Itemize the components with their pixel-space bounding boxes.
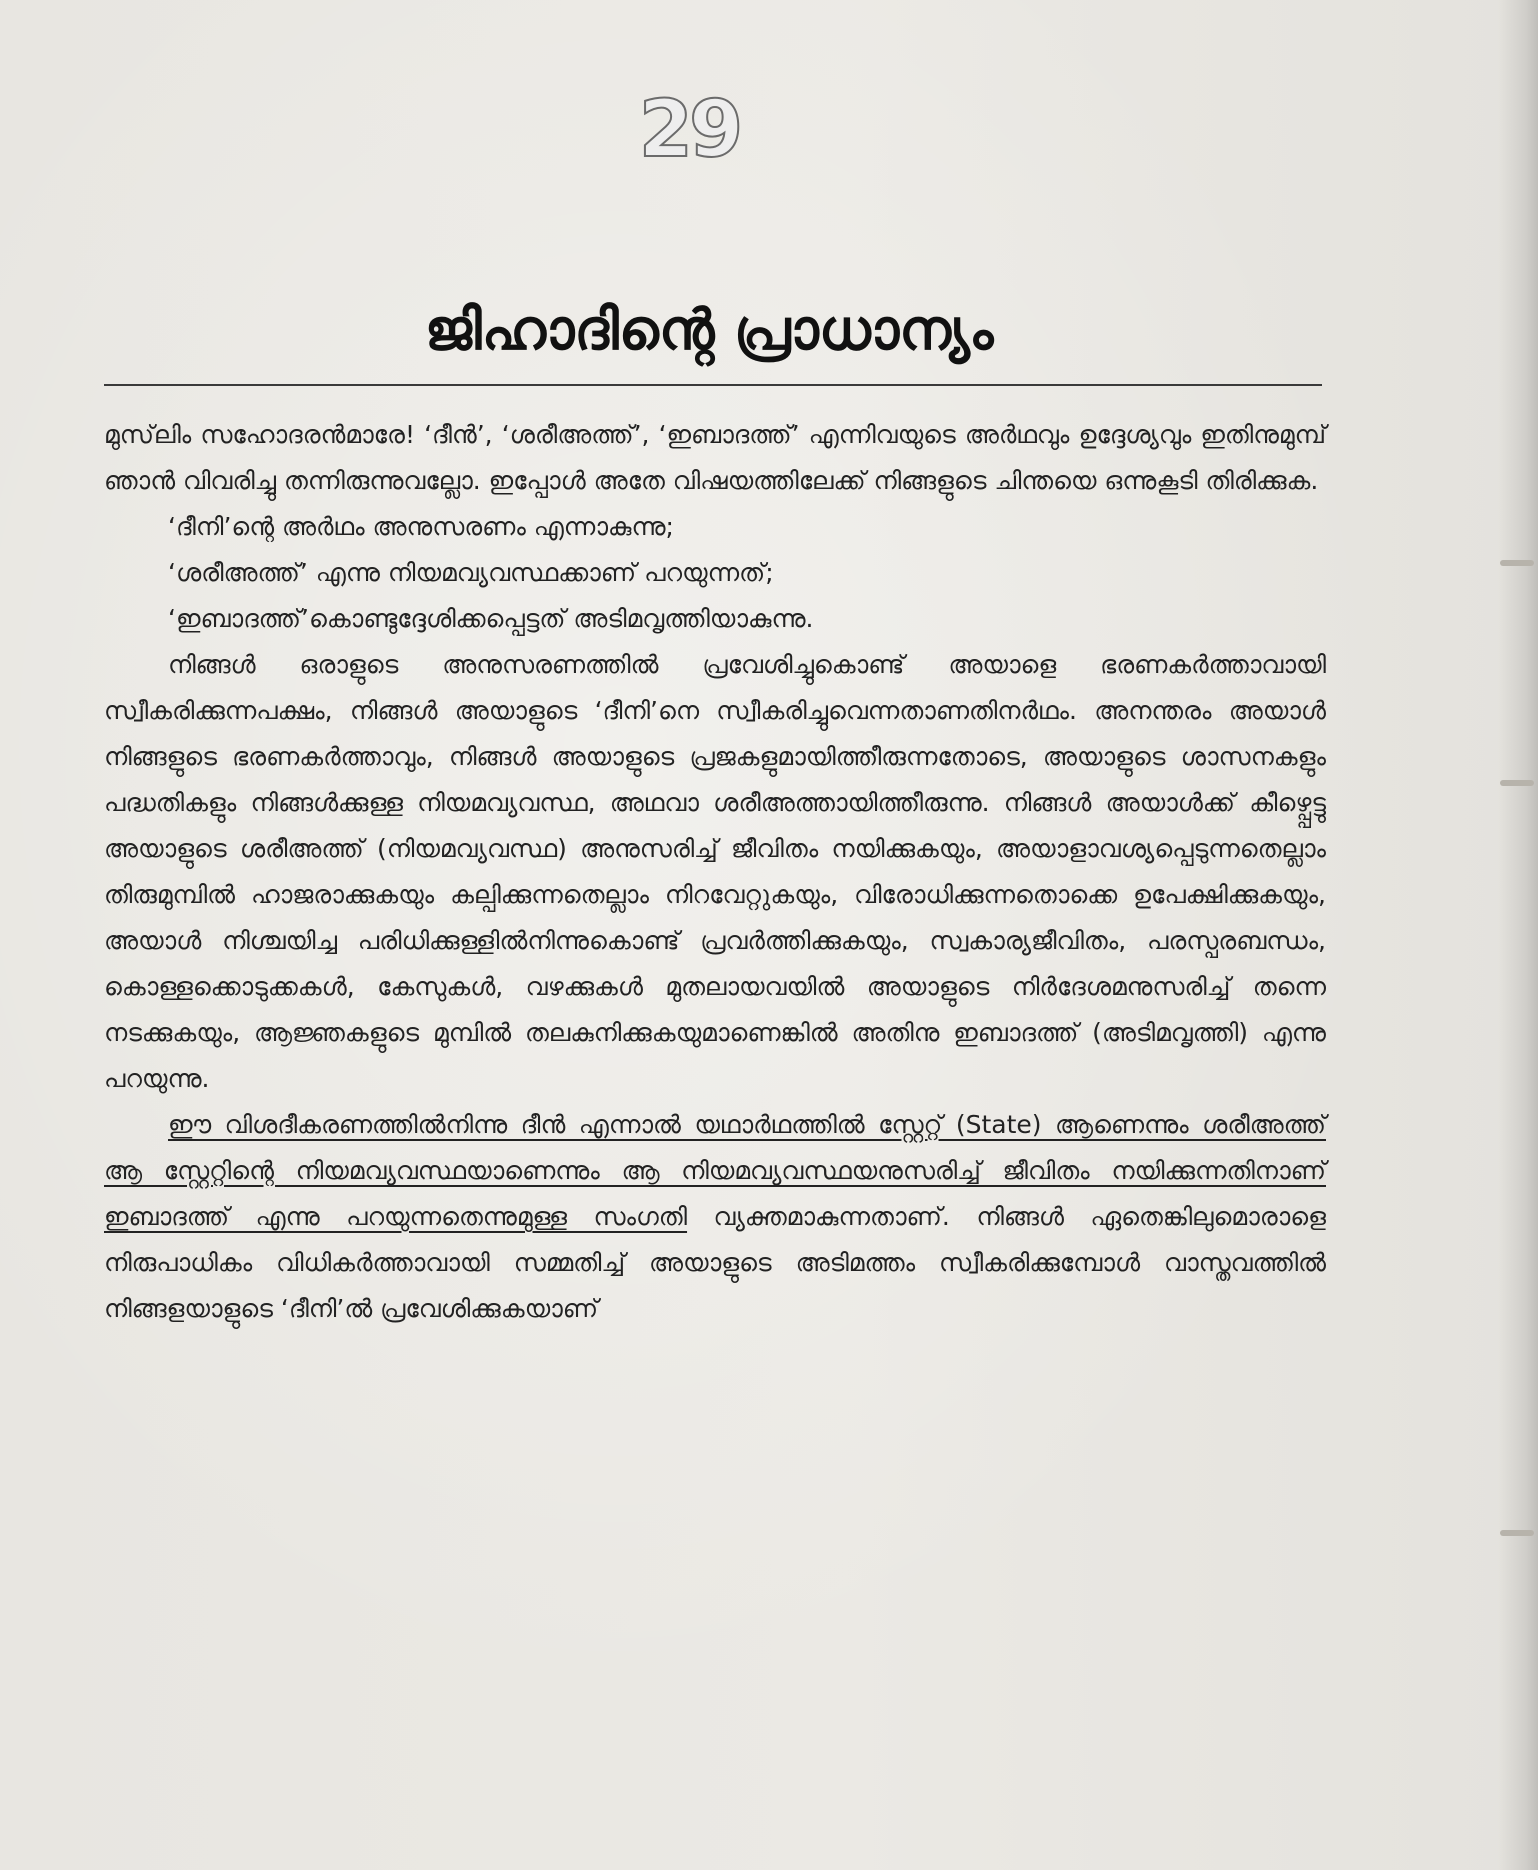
underlined-passage: ഈ വിശദീകരണത്തിൽനിന്നു ദീൻ എന്നാൽ യഥാർഥത്തിൽ സ്റ്റേറ്റ് (State) ആണെന്നും ശരീഅത്ത് ആ സ്റ്റേറ്റിന്റെ നിയമവ്യവസ്ഥയാണെന്നും ആ നിയമവ്യവസ്ഥയനുസരിച്ച് ജീവിതം നയിക്കുന്നതിനാണ് ഇബാദത്ത് എന്നു പറയുന്നതെന്നുമുള്ള സംഗതി [104, 1110, 1326, 1231]
definition-deen: ‘ദീനി’ന്റെ അർഥം അനുസരണം എന്നാകുന്നു; [168, 512, 674, 541]
definition-ibadah: ‘ഇബാദത്ത്’കൊണ്ടുദ്ദേശിക്കപ്പെട്ടത് അടിമവൃത്തിയാകുന്നു. [168, 604, 814, 633]
paragraph-conclusion-rest: വ്യക്തമാകുന്നതാണ്. നിങ്ങൾ ഏതെങ്കിലുമൊരാളെ നിരുപാധികം വിധികർത്താവായി സമ്മതിച്ച് അയാളുടെ അടിമത്തം സ്വീകരിക്കുമ്പോൾ വാസ്തവത്തിൽ നിങ്ങളയാളുടെ ‘ദീനി’ൽ പ്രവേശിക്കുകയാണ് [104, 1202, 1326, 1323]
chapter-title: ജിഹാദിന്റെ പ്രാധാന്യം [424, 298, 994, 363]
page-number: 29 [638, 85, 740, 175]
definition-shariah: ‘ശരീഅത്ത്’ എന്നു നിയമവ്യവസ്ഥക്കാണ് പറയുന്നത്; [168, 558, 774, 587]
body-text [104, 412, 1326, 1332]
binding-thread-mark [1500, 780, 1534, 786]
paragraph-explanation: നിങ്ങൾ ഒരാളുടെ അനുസരണത്തിൽ പ്രവേശിച്ചുകൊണ്ട് അയാളെ ഭരണകർത്താവായി സ്വീകരിക്കുന്നപക്ഷം, നിങ്ങൾ അയാളുടെ ‘ദീനി’നെ സ്വീകരിച്ചുവെന്നതാണതിനർഥം. അനന്തരം അയാൾ നിങ്ങളുടെ ഭരണകർത്താവും, നിങ്ങൾ അയാളുടെ പ്രജകളുമായിത്തീരുന്നതോടെ, അയാളുടെ ശാസനകളും പദ്ധതികളും നിങ്ങൾക്കുള്ള നിയമവ്യവസ്ഥ, അഥവാ ശരീഅത്തായിത്തീരുന്നു. നിങ്ങൾ അയാൾക്ക് കീഴ്പ്പെട്ടു അയാളുടെ ശരീഅത്ത് (നിയമവ്യവസ്ഥ) അനുസരിച്ച് ജീവിതം നയിക്കുകയും, അയാളാവശ്യപ്പെടുന്നതെല്ലാം തിരുമുമ്പിൽ ഹാജരാക്കുകയും കല്പിക്കുന്നതെല്ലാം നിറവേറ്റുകയും, വിരോധിക്കുന്നതൊക്കെ ഉപേക്ഷിക്കുകയും, അയാൾ നിശ്ചയിച്ച പരിധിക്കുള്ളിൽനിന്നുകൊണ്ട് പ്രവർത്തിക്കുകയും, സ്വകാര്യജീവിതം, പരസ്പരബന്ധം, കൊള്ളക്കൊടുക്കകൾ, കേസുകൾ, വഴക്കുകൾ മുതലായവയിൽ അയാളുടെ നിർദേശമനുസരിച്ച് തന്നെ നടക്കുകയും, ആജ്ഞകളുടെ മുമ്പിൽ തലകുനിക്കുകയുമാണെങ്കിൽ അതിനു ഇബാദത്ത് (അടിമവൃത്തി) എന്നു പറയുന്നു. [104, 650, 1326, 1093]
paragraph-intro: മുസ്‌ലിം സഹോദരൻമാരേ! ‘ദീൻ’, ‘ശരീഅത്ത്’, ‘ഇബാദത്ത്’ എന്നിവയുടെ അർഥവും ഉദ്ദേശ്യവും ഇതിനുമുമ്പ് ഞാൻ വിവരിച്ചു തന്നിരുന്നുവല്ലോ. ഇപ്പോൾ അതേ വിഷയത്തിലേക്ക് നിങ്ങളുടെ ചിന്തയെ ഒന്നുകൂടി തിരിക്കുക. [104, 420, 1326, 495]
binding-thread-mark [1500, 560, 1534, 566]
title-underline-rule [104, 384, 1322, 386]
binding-thread-mark [1500, 1530, 1534, 1536]
paragraph-conclusion [104, 1102, 1326, 1332]
page-edge-shadow [1498, 0, 1538, 1870]
